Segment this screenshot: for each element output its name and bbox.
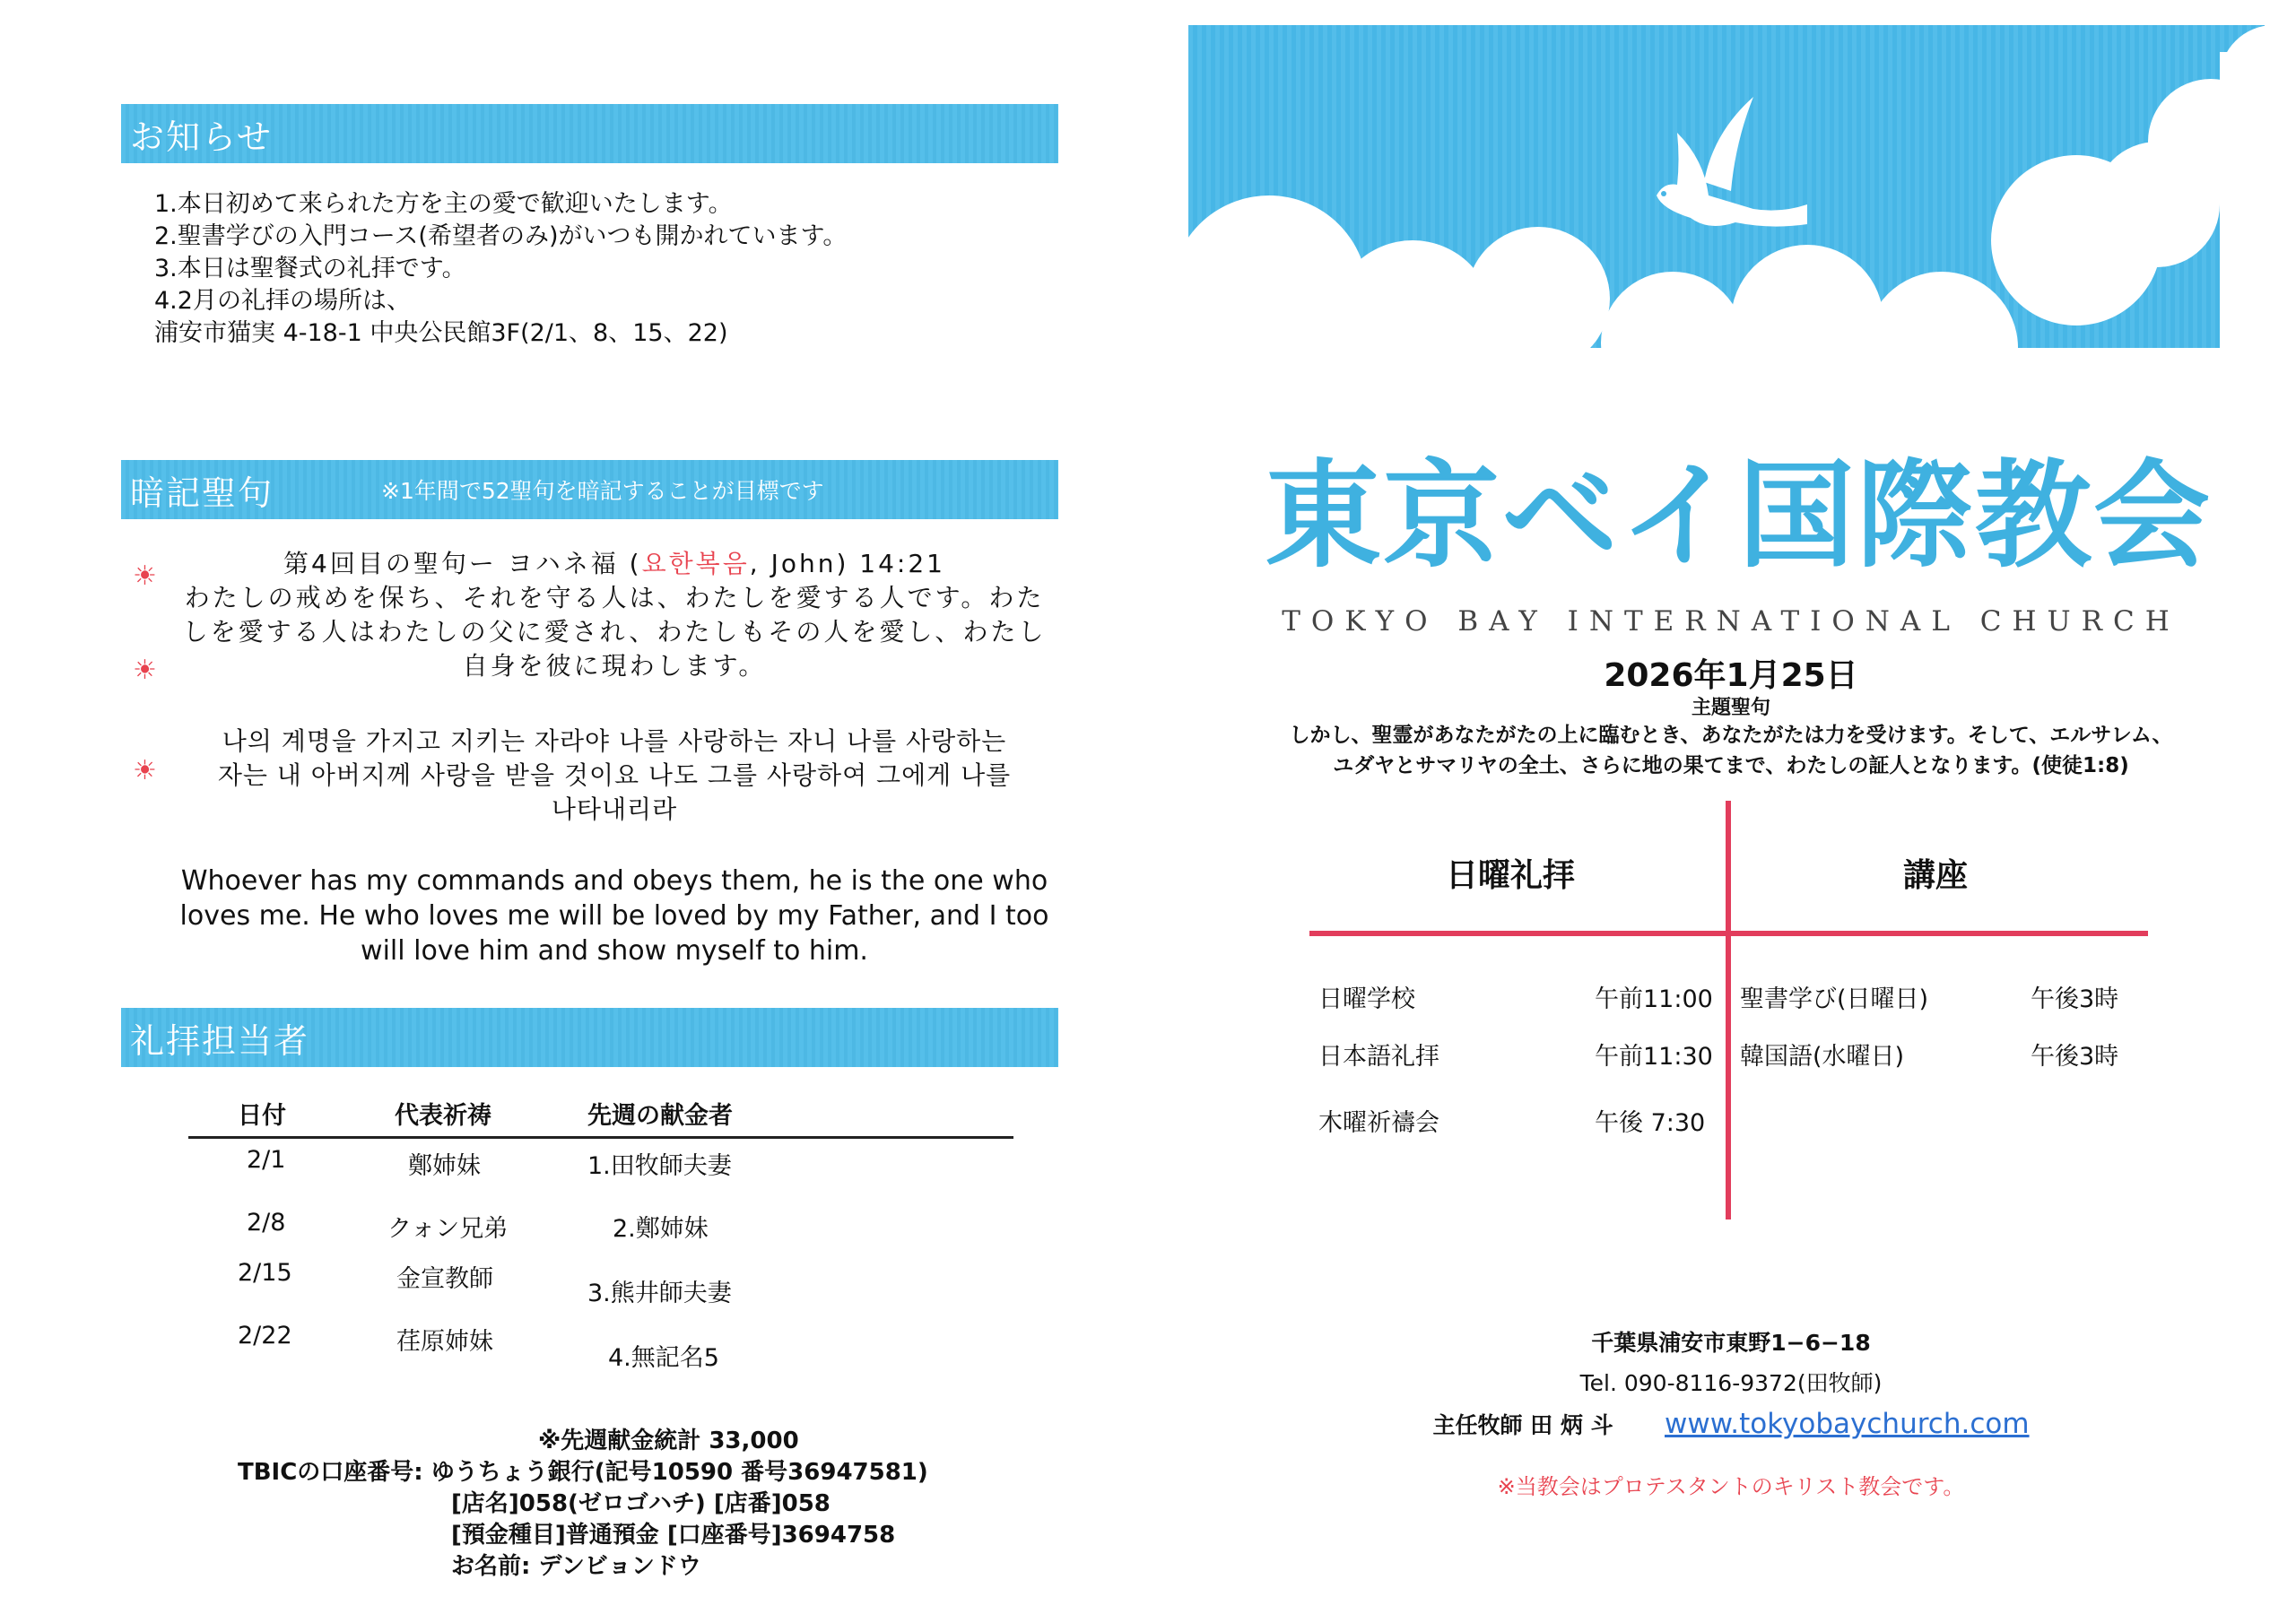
roster-divider bbox=[188, 1136, 1013, 1139]
theme-label: 主題聖句 bbox=[1691, 697, 1770, 719]
sun-icon: ☀ bbox=[133, 655, 157, 686]
lecture-item: 聖書学び(日曜日) bbox=[1740, 985, 1929, 1013]
roster-date: 2/1 bbox=[247, 1146, 286, 1174]
notice-item: 3.本日は聖餐式の礼拝です。 bbox=[154, 255, 466, 282]
roster-title: 礼拝担当者 bbox=[130, 1020, 310, 1061]
theme-verse bbox=[1238, 720, 2224, 781]
roster-col-date: 日付 bbox=[238, 1102, 286, 1130]
roster-prayer: 荏原姉妹 bbox=[396, 1328, 493, 1356]
account-branch: [店名]058(ゼロゴハチ) [店番]058 bbox=[451, 1490, 831, 1517]
theme-line: しかし、聖霊があなたがたの上に臨むとき、あなたがたは力を受けます。そして、エルサレム、 bbox=[1289, 724, 2173, 747]
pastor-name: 主任牧師 田 炳 斗 bbox=[1432, 1412, 1613, 1438]
roster-offering: 1.田牧師夫妻 bbox=[587, 1152, 732, 1180]
roster-offering: 4.無記名5 bbox=[608, 1344, 719, 1372]
church-name-jp: 東京ベイ国際教会 bbox=[1265, 447, 2213, 584]
verse-ko-line: 나의 계명을 가지고 지키는 자라야 나를 사랑하는 자니 나를 사랑하는 bbox=[222, 726, 1007, 756]
verse-en-line: will love him and show myself to him. bbox=[361, 935, 868, 967]
roster-date: 2/8 bbox=[247, 1209, 286, 1237]
schedule-divider-horizontal bbox=[1309, 931, 2148, 936]
account-name: お名前: デンビョンドウ bbox=[451, 1553, 701, 1580]
schedule-item: 日曜学校 bbox=[1318, 985, 1415, 1013]
theme-line: ユダヤとサマリヤの全土、さらに地の果てまで、わたしの証人となります。(使徒1:8) bbox=[1333, 754, 2129, 777]
cloud-banner bbox=[1188, 25, 2265, 402]
roster-header bbox=[121, 1008, 1058, 1067]
notices-header bbox=[121, 104, 1058, 163]
roster-offering: 2.鄭姉妹 bbox=[613, 1215, 709, 1243]
memory-verse-header bbox=[121, 460, 1058, 519]
verse-ref-prefix: 第4回目の聖句ー ヨハネ福 ( bbox=[283, 549, 642, 578]
schedule-time: 午前11:00 bbox=[1595, 985, 1713, 1013]
notice-item: 4.2月の礼拝の場所は、 bbox=[154, 287, 411, 315]
account-info bbox=[238, 1426, 928, 1583]
roster-prayer: 鄭姉妹 bbox=[408, 1152, 481, 1180]
verse-reference bbox=[161, 547, 1067, 581]
verse-jp-line: 自身を彼に現わします。 bbox=[462, 651, 767, 681]
lecture-time: 午後3時 bbox=[2031, 1043, 2119, 1071]
service-date: 2026年1月25日 bbox=[1604, 657, 1858, 694]
roster-offering: 3.熊井師夫妻 bbox=[587, 1280, 732, 1307]
account-label: TBICの口座番号: bbox=[238, 1459, 423, 1486]
lecture-heading: 講座 bbox=[1903, 857, 1969, 894]
verse-ref-korean: 요한복음 bbox=[641, 549, 750, 578]
sun-icon: ☀ bbox=[133, 755, 157, 786]
sunday-worship-heading: 日曜礼拝 bbox=[1446, 857, 1576, 894]
schedule-time: 午後 7:30 bbox=[1595, 1109, 1706, 1137]
roster-date: 2/22 bbox=[238, 1322, 292, 1350]
schedule-time: 午前11:30 bbox=[1595, 1043, 1713, 1071]
verse-ref-suffix: , John) 14:21 bbox=[749, 549, 945, 578]
notice-item: 1.本日初めて来られた方を主の愛で歓迎いたします。 bbox=[154, 190, 733, 218]
account-bank: ゆうちょう銀行(記号10590 番号36947581) bbox=[430, 1459, 928, 1486]
notices-title: お知らせ bbox=[130, 117, 273, 157]
verse-korean bbox=[161, 725, 1067, 827]
verse-english bbox=[161, 864, 1067, 968]
church-tel: Tel. 090-8116-9372(田牧師) bbox=[1579, 1370, 1883, 1396]
schedule-divider-vertical bbox=[1726, 801, 1731, 1219]
church-name-en: TOKYO BAY INTERNATIONAL CHURCH bbox=[1282, 605, 2180, 638]
memory-verse-note: ※1年間で52聖句を暗記することが目標です bbox=[381, 478, 824, 504]
protestant-note: ※当教会はプロテスタントのキリスト教会です。 bbox=[1497, 1474, 1965, 1499]
roster-prayer: クォン兄弟 bbox=[387, 1215, 509, 1243]
roster-prayer: 金宣教師 bbox=[396, 1265, 493, 1293]
roster-col-prayer: 代表祈祷 bbox=[395, 1102, 491, 1130]
verse-en-line: loves me. He who loves me will be loved by my Father, and I too bbox=[179, 900, 1049, 932]
verse-ko-line: 나타내리라 bbox=[551, 794, 678, 824]
lecture-time: 午後3時 bbox=[2031, 985, 2119, 1013]
memory-verse-title: 暗記聖句 bbox=[130, 473, 274, 513]
verse-japanese bbox=[161, 547, 1067, 683]
notice-item: 2.聖書学びの入門コース(希望者のみ)がいつも開かれています。 bbox=[154, 222, 848, 250]
account-type: [預金種目]普通預金 [口座番号]3694758 bbox=[451, 1522, 896, 1549]
notices-list bbox=[154, 188, 1051, 350]
verse-jp-line: しを愛する人はわたしの父に愛され、わたしもその人を愛し、わたし bbox=[182, 617, 1047, 647]
verse-jp-line: わたしの戒めを保ち、それを守る人は、わたしを愛する人です。わた bbox=[184, 583, 1045, 612]
verse-en-line: Whoever has my commands and obeys them, he is the one who bbox=[180, 865, 1048, 897]
website-link[interactable]: www.tokyobaychurch.com bbox=[1665, 1408, 2030, 1440]
sun-icon: ☀ bbox=[133, 560, 157, 592]
schedule-item: 日本語礼拝 bbox=[1318, 1043, 1439, 1071]
church-address: 千葉県浦安市東野1−6−18 bbox=[1591, 1330, 1871, 1356]
roster-col-offering: 先週の献金者 bbox=[587, 1102, 733, 1130]
offering-total: ※先週献金統計 33,000 bbox=[538, 1428, 799, 1454]
pastor-line bbox=[1265, 1408, 2197, 1440]
roster-date: 2/15 bbox=[238, 1259, 292, 1287]
verse-ko-line: 자는 내 아버지께 사랑을 받을 것이요 나도 그를 사랑하여 그에게 나를 bbox=[217, 760, 1012, 790]
notice-item: 浦安市猫実 4-18-1 中央公民館3F(2/1、8、15、22) bbox=[154, 319, 728, 347]
lecture-item: 韓国語(水曜日) bbox=[1740, 1043, 1905, 1071]
schedule-item: 木曜祈禱会 bbox=[1318, 1109, 1439, 1137]
